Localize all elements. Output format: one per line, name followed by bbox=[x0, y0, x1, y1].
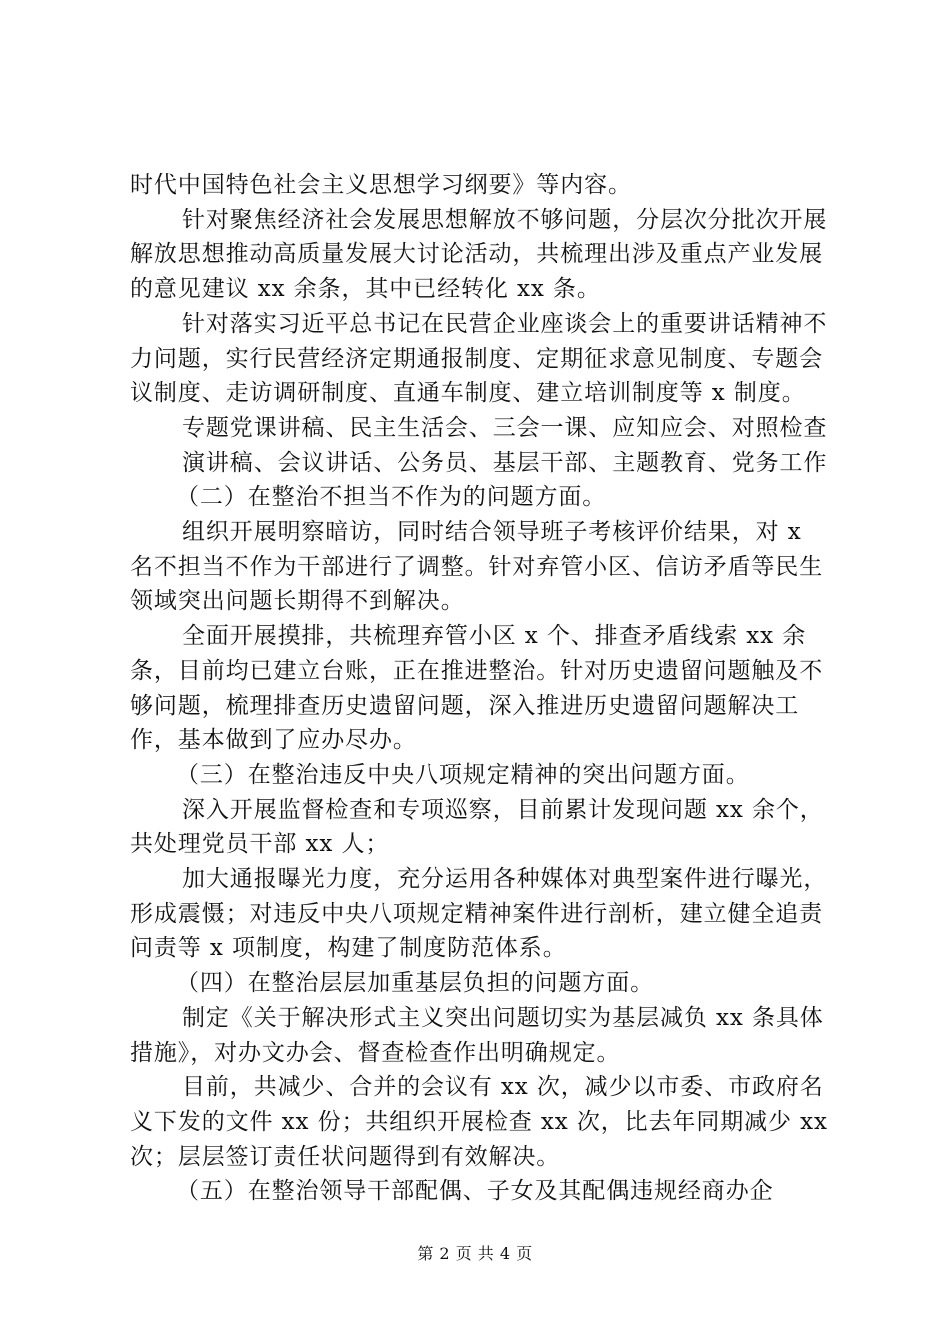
section-heading: （三）在整治违反中央八项规定精神的突出问题方面。 bbox=[176, 761, 750, 788]
section-heading: （五）在整治领导干部配偶、子女及其配偶违规经商办企 bbox=[176, 1178, 774, 1205]
section-heading: （四）在整治层层加重基层负担的问题方面。 bbox=[176, 970, 654, 997]
paragraph: 全面开展摸排，共梳理弃管小区 x 个、排查矛盾线索 xx 余条，目前均已建立台账，正在推进整治。针对历史遗留问题触及不够问题，梳理排查历史遗留问题，深入推进历史遗留问题解决工作，基本做到了应办尽办。 bbox=[130, 623, 824, 754]
page-number-label: 第 2 页 共 4 页 bbox=[417, 1244, 533, 1263]
paragraph: 时代中国特色社会主义思想学习纲要》等内容。 bbox=[130, 172, 632, 198]
paragraph: 专题党课讲稿、民主生活会、三会一课、应知应会、对照检查 bbox=[182, 414, 828, 441]
document-body bbox=[130, 168, 830, 1209]
paragraph: 制定《关于解决形式主义突出问题切实为基层减负 xx 条具体措施》，对办文办会、督查检查作出明确规定。 bbox=[130, 1004, 824, 1066]
paragraph: 深入开展监督检查和专项巡察，目前累计发现问题 xx 余个，共处理党员干部 xx 人； bbox=[130, 796, 824, 858]
section-heading: （二）在整治不担当不作为的问题方面。 bbox=[176, 484, 607, 511]
paragraph: 组织开展明察暗访，同时结合领导班子考核评价结果，对 x 名不担当不作为干部进行了调整。针对弃管小区、信访矛盾等民生领域突出问题长期得不到解决。 bbox=[130, 519, 824, 615]
paragraph: 演讲稿、会议讲话、公务员、基层干部、主题教育、党务工作 bbox=[182, 449, 828, 476]
page-footer bbox=[0, 1244, 950, 1264]
paragraph: 针对聚焦经济社会发展思想解放不够问题，分层次分批次开展解放思想推动高质量发展大讨论活动，共梳理出涉及重点产业发展的意见建议 xx 余条，其中已经转化 xx 条。 bbox=[130, 206, 828, 303]
paragraph: 针对落实习近平总书记在民营企业座谈会上的重要讲话精神不力问题，实行民营经济定期通报制度、定期征求意见制度、专题会议制度、走访调研制度、直通车制度、建立培训制度等 x 制度。 bbox=[130, 310, 828, 407]
paragraph: 加大通报曝光力度，充分运用各种媒体对典型案件进行曝光，形成震慑；对违反中央八项规定精神案件进行剖析，建立健全追责问责等 x 项制度，构建了制度防范体系。 bbox=[130, 866, 828, 962]
paragraph: 目前，共减少、合并的会议有 xx 次，减少以市委、市政府名义下发的文件 xx 份；共组织开展检查 xx 次，比去年同期减少 xx 次；层层签订责任状问题得到有效解决。 bbox=[130, 1074, 828, 1170]
